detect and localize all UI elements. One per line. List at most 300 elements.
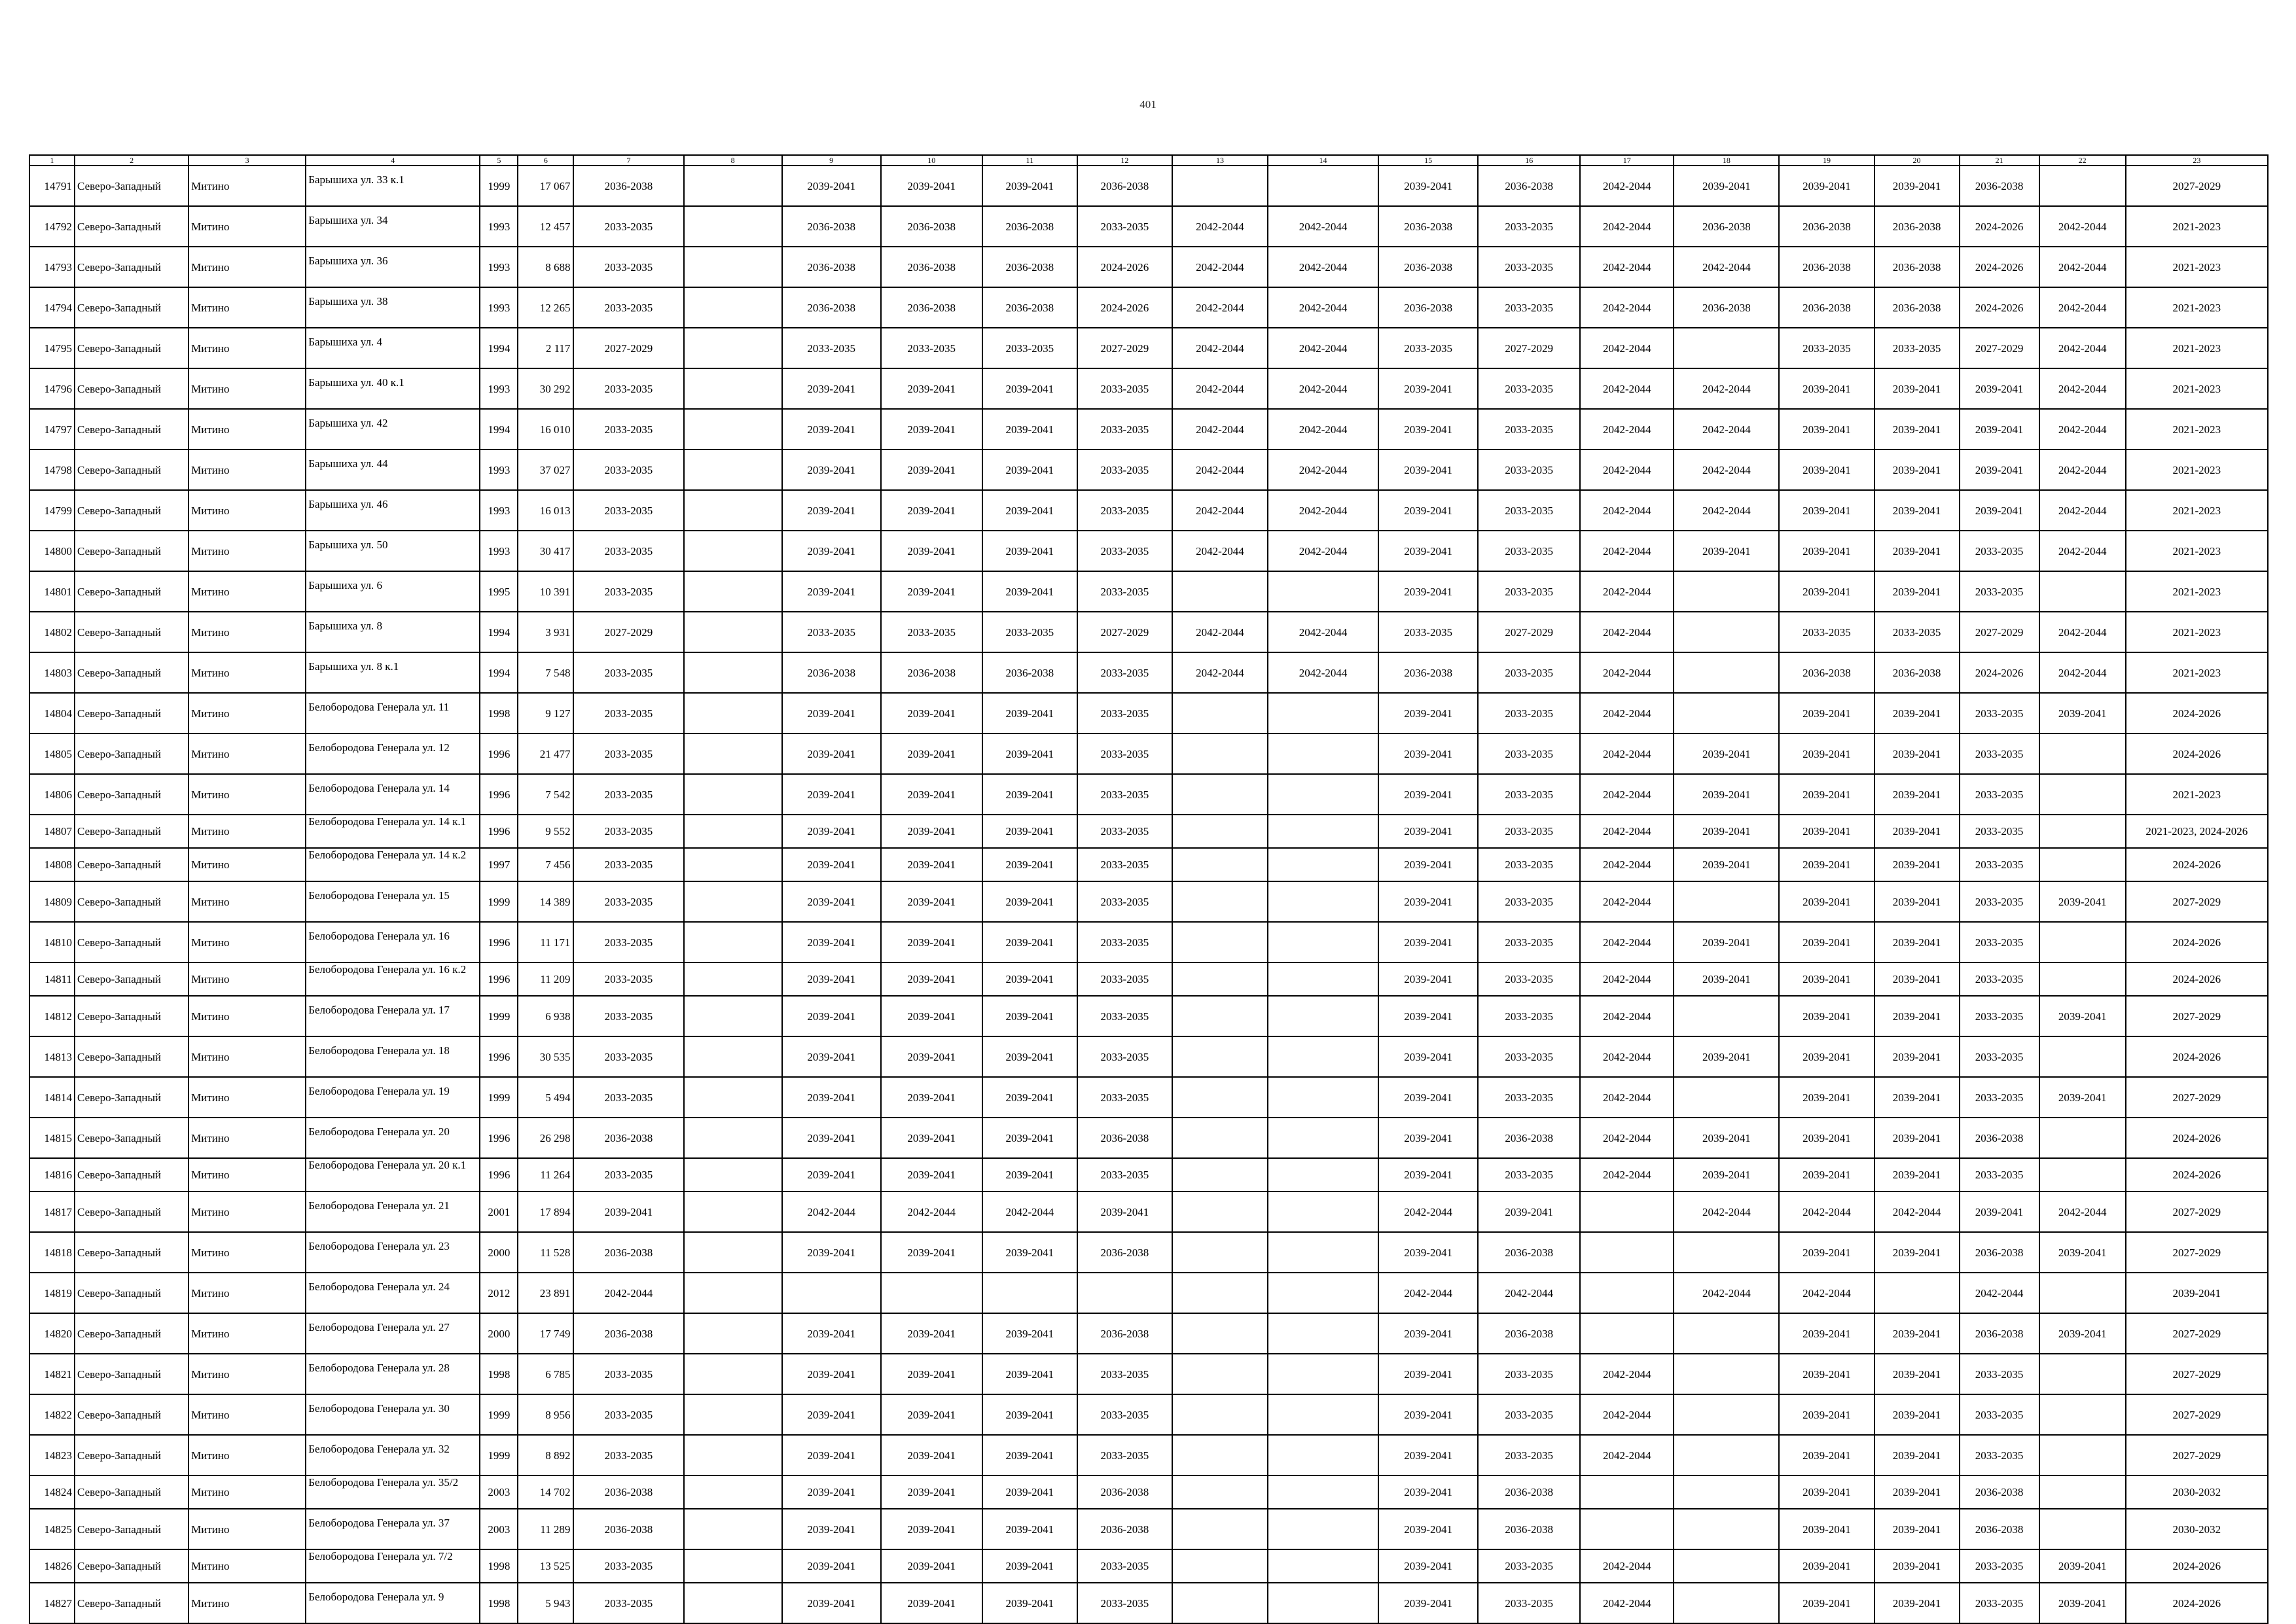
cell-col-14 <box>1268 1232 1378 1273</box>
cell-col-7: 2033-2035 <box>573 733 683 774</box>
cell-col-8 <box>684 1509 782 1549</box>
cell-col-13 <box>1172 922 1268 962</box>
cell-col-3: Митино <box>188 1549 306 1583</box>
cell-col-19: 2039-2041 <box>1779 881 1874 922</box>
cell-col-6: 6 938 <box>518 996 573 1036</box>
cell-col-10: 2042-2044 <box>881 1192 982 1232</box>
cell-col-13 <box>1172 1354 1268 1394</box>
cell-col-16: 2033-2035 <box>1478 1077 1580 1118</box>
cell-col-23: 2021-2023 <box>2126 652 2268 693</box>
cell-col-19: 2039-2041 <box>1779 962 1874 996</box>
cell-col-15: 2036-2038 <box>1378 247 1478 287</box>
cell-col-23: 2024-2026 <box>2126 733 2268 774</box>
cell-col-11: 2039-2041 <box>982 1232 1077 1273</box>
cell-col-8 <box>684 287 782 328</box>
cell-col-16: 2036-2038 <box>1478 1475 1580 1509</box>
cell-col-8 <box>684 409 782 450</box>
cell-col-4: Белобородова Генерала ул. 7/2 <box>306 1549 480 1583</box>
cell-col-13 <box>1172 1549 1268 1583</box>
cell-col-2: Северо-Западный <box>75 693 188 733</box>
cell-col-4: Белобородова Генерала ул. 15 <box>306 881 480 922</box>
cell-col-9: 2036-2038 <box>782 652 881 693</box>
cell-col-15: 2039-2041 <box>1378 733 1478 774</box>
cell-col-3: Митино <box>188 1435 306 1475</box>
cell-col-23: 2024-2026 <box>2126 848 2268 881</box>
cell-col-22 <box>2039 962 2126 996</box>
column-header-3: 3 <box>188 155 306 166</box>
cell-col-5: 1996 <box>480 733 518 774</box>
cell-col-20: 2036-2038 <box>1874 287 1960 328</box>
cell-col-8 <box>684 1036 782 1077</box>
cell-col-20: 2033-2035 <box>1874 612 1960 652</box>
cell-col-7: 2033-2035 <box>573 490 683 531</box>
cell-col-11: 2039-2041 <box>982 531 1077 571</box>
cell-col-20: 2042-2044 <box>1874 1192 1960 1232</box>
cell-col-2: Северо-Западный <box>75 922 188 962</box>
cell-col-10: 2039-2041 <box>881 962 982 996</box>
cell-col-10: 2036-2038 <box>881 287 982 328</box>
cell-col-19: 2039-2041 <box>1779 1354 1874 1394</box>
cell-col-1: 14796 <box>29 368 75 409</box>
cell-col-1: 14794 <box>29 287 75 328</box>
cell-col-22 <box>2039 1273 2126 1313</box>
cell-col-12: 2033-2035 <box>1077 1354 1172 1394</box>
cell-col-1: 14793 <box>29 247 75 287</box>
cell-col-3: Митино <box>188 815 306 848</box>
cell-col-6: 7 548 <box>518 652 573 693</box>
cell-col-11: 2039-2041 <box>982 1435 1077 1475</box>
cell-col-23: 2027-2029 <box>2126 1313 2268 1354</box>
cell-col-9: 2039-2041 <box>782 922 881 962</box>
cell-col-3: Митино <box>188 1313 306 1354</box>
cell-col-8 <box>684 1273 782 1313</box>
cell-col-22: 2042-2044 <box>2039 490 2126 531</box>
cell-col-11: 2039-2041 <box>982 1354 1077 1394</box>
cell-col-11: 2036-2038 <box>982 652 1077 693</box>
cell-col-11: 2039-2041 <box>982 1394 1077 1435</box>
cell-col-22 <box>2039 1394 2126 1435</box>
cell-col-12: 2033-2035 <box>1077 693 1172 733</box>
cell-col-20: 2039-2041 <box>1874 962 1960 996</box>
cell-col-5: 1999 <box>480 1435 518 1475</box>
cell-col-6: 8 956 <box>518 1394 573 1435</box>
cell-col-19: 2039-2041 <box>1779 1435 1874 1475</box>
cell-col-17: 2042-2044 <box>1580 1394 1674 1435</box>
cell-col-6: 5 494 <box>518 1077 573 1118</box>
table-row <box>29 328 2268 368</box>
table-row <box>29 1549 2268 1583</box>
cell-col-22 <box>2039 166 2126 206</box>
cell-col-4: Барышиха ул. 46 <box>306 490 480 531</box>
table-row <box>29 996 2268 1036</box>
cell-col-1: 14821 <box>29 1354 75 1394</box>
cell-col-11: 2039-2041 <box>982 166 1077 206</box>
cell-col-13 <box>1172 962 1268 996</box>
cell-col-13: 2042-2044 <box>1172 206 1268 247</box>
cell-col-9: 2039-2041 <box>782 450 881 490</box>
cell-col-22: 2042-2044 <box>2039 531 2126 571</box>
cell-col-19: 2039-2041 <box>1779 450 1874 490</box>
table-row <box>29 962 2268 996</box>
cell-col-23: 2021-2023 <box>2126 490 2268 531</box>
cell-col-8 <box>684 962 782 996</box>
cell-col-21: 2033-2035 <box>1960 1583 2039 1623</box>
cell-col-5: 2001 <box>480 1192 518 1232</box>
cell-col-14 <box>1268 1077 1378 1118</box>
cell-col-6: 8 688 <box>518 247 573 287</box>
cell-col-14: 2042-2044 <box>1268 531 1378 571</box>
cell-col-11: 2039-2041 <box>982 1549 1077 1583</box>
cell-col-3: Митино <box>188 962 306 996</box>
cell-col-21: 2036-2038 <box>1960 166 2039 206</box>
cell-col-20: 2039-2041 <box>1874 1158 1960 1192</box>
cell-col-12: 2027-2029 <box>1077 328 1172 368</box>
cell-col-16: 2033-2035 <box>1478 815 1580 848</box>
cell-col-13: 2042-2044 <box>1172 652 1268 693</box>
cell-col-3: Митино <box>188 166 306 206</box>
cell-col-10: 2039-2041 <box>881 1394 982 1435</box>
cell-col-6: 2 117 <box>518 328 573 368</box>
cell-col-8 <box>684 1354 782 1394</box>
cell-col-7: 2033-2035 <box>573 206 683 247</box>
cell-col-16: 2033-2035 <box>1478 774 1580 815</box>
cell-col-22: 2039-2041 <box>2039 1077 2126 1118</box>
cell-col-10: 2039-2041 <box>881 409 982 450</box>
cell-col-2: Северо-Западный <box>75 774 188 815</box>
cell-col-23: 2039-2041 <box>2126 1273 2268 1313</box>
cell-col-21: 2033-2035 <box>1960 922 2039 962</box>
cell-col-19: 2039-2041 <box>1779 1583 1874 1623</box>
cell-col-19: 2039-2041 <box>1779 1118 1874 1158</box>
cell-col-10: 2036-2038 <box>881 247 982 287</box>
cell-col-5: 1994 <box>480 328 518 368</box>
cell-col-14: 2042-2044 <box>1268 287 1378 328</box>
cell-col-16: 2033-2035 <box>1478 996 1580 1036</box>
cell-col-18 <box>1674 328 1779 368</box>
cell-col-3: Митино <box>188 1475 306 1509</box>
cell-col-2: Северо-Западный <box>75 733 188 774</box>
cell-col-9: 2039-2041 <box>782 1077 881 1118</box>
cell-col-1: 14798 <box>29 450 75 490</box>
cell-col-18 <box>1674 1232 1779 1273</box>
table-row <box>29 652 2268 693</box>
cell-col-8 <box>684 1232 782 1273</box>
cell-col-19: 2039-2041 <box>1779 409 1874 450</box>
cell-col-8 <box>684 612 782 652</box>
cell-col-17: 2042-2044 <box>1580 1077 1674 1118</box>
column-header-17: 17 <box>1580 155 1674 166</box>
cell-col-22: 2042-2044 <box>2039 328 2126 368</box>
cell-col-22 <box>2039 1354 2126 1394</box>
cell-col-9: 2039-2041 <box>782 1435 881 1475</box>
cell-col-2: Северо-Западный <box>75 368 188 409</box>
cell-col-8 <box>684 328 782 368</box>
cell-col-17: 2042-2044 <box>1580 652 1674 693</box>
cell-col-19: 2039-2041 <box>1779 1313 1874 1354</box>
cell-col-12: 2036-2038 <box>1077 1475 1172 1509</box>
cell-col-12: 2036-2038 <box>1077 166 1172 206</box>
cell-col-16: 2036-2038 <box>1478 1118 1580 1158</box>
cell-col-7: 2033-2035 <box>573 996 683 1036</box>
cell-col-14 <box>1268 962 1378 996</box>
cell-col-22 <box>2039 815 2126 848</box>
cell-col-1: 14827 <box>29 1583 75 1623</box>
cell-col-23: 2024-2026 <box>2126 1158 2268 1192</box>
cell-col-9: 2039-2041 <box>782 1394 881 1435</box>
cell-col-16: 2039-2041 <box>1478 1192 1580 1232</box>
cell-col-13 <box>1172 693 1268 733</box>
table-row <box>29 1118 2268 1158</box>
cell-col-12: 2033-2035 <box>1077 922 1172 962</box>
cell-col-12: 2033-2035 <box>1077 531 1172 571</box>
cell-col-13: 2042-2044 <box>1172 531 1268 571</box>
cell-col-22: 2042-2044 <box>2039 206 2126 247</box>
cell-col-7: 2033-2035 <box>573 1077 683 1118</box>
cell-col-11: 2039-2041 <box>982 409 1077 450</box>
cell-col-18: 2042-2044 <box>1674 247 1779 287</box>
cell-col-6: 26 298 <box>518 1118 573 1158</box>
cell-col-10: 2039-2041 <box>881 848 982 881</box>
cell-col-11: 2033-2035 <box>982 612 1077 652</box>
cell-col-1: 14802 <box>29 612 75 652</box>
cell-col-7: 2036-2038 <box>573 166 683 206</box>
table-row <box>29 815 2268 848</box>
cell-col-17 <box>1580 1475 1674 1509</box>
cell-col-15: 2039-2041 <box>1378 571 1478 612</box>
cell-col-20: 2039-2041 <box>1874 848 1960 881</box>
cell-col-22 <box>2039 1509 2126 1549</box>
cell-col-15: 2039-2041 <box>1378 450 1478 490</box>
cell-col-20: 2039-2041 <box>1874 1475 1960 1509</box>
cell-col-20: 2036-2038 <box>1874 652 1960 693</box>
cell-col-6: 5 943 <box>518 1583 573 1623</box>
cell-col-3: Митино <box>188 1118 306 1158</box>
cell-col-2: Северо-Западный <box>75 409 188 450</box>
cell-col-12: 2033-2035 <box>1077 409 1172 450</box>
cell-col-5: 1996 <box>480 1118 518 1158</box>
cell-col-13: 2042-2044 <box>1172 450 1268 490</box>
cell-col-20: 2039-2041 <box>1874 1583 1960 1623</box>
table-row <box>29 166 2268 206</box>
column-header-15: 15 <box>1378 155 1478 166</box>
cell-col-10: 2039-2041 <box>881 166 982 206</box>
cell-col-15: 2039-2041 <box>1378 1232 1478 1273</box>
cell-col-4: Барышиха ул. 42 <box>306 409 480 450</box>
cell-col-6: 10 391 <box>518 571 573 612</box>
cell-col-15: 2039-2041 <box>1378 490 1478 531</box>
cell-col-11: 2039-2041 <box>982 996 1077 1036</box>
cell-col-3: Митино <box>188 450 306 490</box>
cell-col-12: 2033-2035 <box>1077 815 1172 848</box>
cell-col-2: Северо-Западный <box>75 1077 188 1118</box>
cell-col-10: 2039-2041 <box>881 922 982 962</box>
cell-col-11: 2036-2038 <box>982 287 1077 328</box>
cell-col-12: 2033-2035 <box>1077 962 1172 996</box>
cell-col-16: 2033-2035 <box>1478 571 1580 612</box>
cell-col-6: 21 477 <box>518 733 573 774</box>
cell-col-18 <box>1674 1077 1779 1118</box>
cell-col-10: 2039-2041 <box>881 571 982 612</box>
cell-col-2: Северо-Западный <box>75 1549 188 1583</box>
cell-col-2: Северо-Западный <box>75 166 188 206</box>
cell-col-6: 17 749 <box>518 1313 573 1354</box>
cell-col-9: 2039-2041 <box>782 848 881 881</box>
column-header-11: 11 <box>982 155 1077 166</box>
cell-col-1: 14826 <box>29 1549 75 1583</box>
column-header-6: 6 <box>518 155 573 166</box>
cell-col-2: Северо-Западный <box>75 571 188 612</box>
cell-col-13 <box>1172 1583 1268 1623</box>
cell-col-11: 2039-2041 <box>982 774 1077 815</box>
cell-col-4: Белобородова Генерала ул. 24 <box>306 1273 480 1313</box>
cell-col-7: 2033-2035 <box>573 962 683 996</box>
cell-col-2: Северо-Западный <box>75 450 188 490</box>
cell-col-20: 2039-2041 <box>1874 881 1960 922</box>
cell-col-7: 2033-2035 <box>573 1158 683 1192</box>
cell-col-18: 2042-2044 <box>1674 450 1779 490</box>
cell-col-14 <box>1268 774 1378 815</box>
cell-col-21: 2033-2035 <box>1960 1435 2039 1475</box>
cell-col-20: 2039-2041 <box>1874 922 1960 962</box>
cell-col-15: 2042-2044 <box>1378 1192 1478 1232</box>
cell-col-7: 2033-2035 <box>573 571 683 612</box>
cell-col-21: 2033-2035 <box>1960 1354 2039 1394</box>
cell-col-1: 14808 <box>29 848 75 881</box>
cell-col-13 <box>1172 571 1268 612</box>
cell-col-8 <box>684 206 782 247</box>
cell-col-10: 2039-2041 <box>881 1118 982 1158</box>
cell-col-22 <box>2039 1036 2126 1077</box>
cell-col-10: 2039-2041 <box>881 1036 982 1077</box>
cell-col-5: 2012 <box>480 1273 518 1313</box>
cell-col-21: 2027-2029 <box>1960 612 2039 652</box>
cell-col-9: 2039-2041 <box>782 1118 881 1158</box>
cell-col-18: 2039-2041 <box>1674 815 1779 848</box>
cell-col-22 <box>2039 733 2126 774</box>
cell-col-21: 2042-2044 <box>1960 1273 2039 1313</box>
cell-col-8 <box>684 996 782 1036</box>
cell-col-11: 2039-2041 <box>982 693 1077 733</box>
cell-col-10: 2039-2041 <box>881 1549 982 1583</box>
cell-col-2: Северо-Западный <box>75 287 188 328</box>
cell-col-6: 13 525 <box>518 1549 573 1583</box>
cell-col-4: Белобородова Генерала ул. 20 <box>306 1118 480 1158</box>
column-header-14: 14 <box>1268 155 1378 166</box>
cell-col-19: 2036-2038 <box>1779 287 1874 328</box>
cell-col-4: Барышиха ул. 40 к.1 <box>306 368 480 409</box>
cell-col-20: 2039-2041 <box>1874 368 1960 409</box>
cell-col-11: 2039-2041 <box>982 962 1077 996</box>
cell-col-6: 7 456 <box>518 848 573 881</box>
cell-col-19: 2039-2041 <box>1779 1549 1874 1583</box>
cell-col-2: Северо-Западный <box>75 881 188 922</box>
cell-col-9: 2039-2041 <box>782 1313 881 1354</box>
cell-col-15: 2039-2041 <box>1378 1549 1478 1583</box>
cell-col-4: Белобородова Генерала ул. 9 <box>306 1583 480 1623</box>
cell-col-7: 2036-2038 <box>573 1475 683 1509</box>
cell-col-21: 2033-2035 <box>1960 571 2039 612</box>
cell-col-8 <box>684 571 782 612</box>
cell-col-4: Белобородова Генерала ул. 20 к.1 <box>306 1158 480 1192</box>
cell-col-9: 2039-2041 <box>782 409 881 450</box>
cell-col-16: 2027-2029 <box>1478 328 1580 368</box>
cell-col-21: 2036-2038 <box>1960 1475 2039 1509</box>
cell-col-12: 2033-2035 <box>1077 1549 1172 1583</box>
table-row <box>29 571 2268 612</box>
cell-col-19: 2039-2041 <box>1779 922 1874 962</box>
cell-col-8 <box>684 166 782 206</box>
cell-col-16: 2033-2035 <box>1478 848 1580 881</box>
cell-col-22: 2039-2041 <box>2039 881 2126 922</box>
cell-col-3: Митино <box>188 693 306 733</box>
cell-col-22 <box>2039 922 2126 962</box>
cell-col-21: 2039-2041 <box>1960 409 2039 450</box>
cell-col-23: 2027-2029 <box>2126 166 2268 206</box>
cell-col-10: 2039-2041 <box>881 490 982 531</box>
cell-col-16: 2033-2035 <box>1478 733 1580 774</box>
cell-col-17: 2042-2044 <box>1580 450 1674 490</box>
cell-col-22: 2042-2044 <box>2039 652 2126 693</box>
table-row <box>29 206 2268 247</box>
cell-col-14 <box>1268 1354 1378 1394</box>
cell-col-23: 2027-2029 <box>2126 1394 2268 1435</box>
cell-col-16: 2033-2035 <box>1478 652 1580 693</box>
cell-col-3: Митино <box>188 287 306 328</box>
cell-col-10: 2036-2038 <box>881 652 982 693</box>
cell-col-4: Барышиха ул. 4 <box>306 328 480 368</box>
cell-col-21: 2024-2026 <box>1960 206 2039 247</box>
cell-col-10: 2039-2041 <box>881 815 982 848</box>
cell-col-5: 1998 <box>480 1549 518 1583</box>
cell-col-1: 14810 <box>29 922 75 962</box>
cell-col-16: 2033-2035 <box>1478 1549 1580 1583</box>
cell-col-17: 2042-2044 <box>1580 206 1674 247</box>
cell-col-12: 2033-2035 <box>1077 652 1172 693</box>
cell-col-4: Барышиха ул. 33 к.1 <box>306 166 480 206</box>
cell-col-14 <box>1268 571 1378 612</box>
table-row <box>29 1077 2268 1118</box>
cell-col-20: 2039-2041 <box>1874 1118 1960 1158</box>
cell-col-11: 2039-2041 <box>982 1118 1077 1158</box>
cell-col-9: 2042-2044 <box>782 1192 881 1232</box>
cell-col-4: Барышиха ул. 8 <box>306 612 480 652</box>
cell-col-18: 2036-2038 <box>1674 287 1779 328</box>
table-row <box>29 1036 2268 1077</box>
cell-col-21: 2033-2035 <box>1960 531 2039 571</box>
column-header-9: 9 <box>782 155 881 166</box>
cell-col-4: Барышиха ул. 6 <box>306 571 480 612</box>
cell-col-5: 1994 <box>480 612 518 652</box>
cell-col-11: 2039-2041 <box>982 815 1077 848</box>
cell-col-10: 2033-2035 <box>881 328 982 368</box>
cell-col-17: 2042-2044 <box>1580 922 1674 962</box>
cell-col-18 <box>1674 571 1779 612</box>
cell-col-9: 2039-2041 <box>782 571 881 612</box>
cell-col-7: 2033-2035 <box>573 287 683 328</box>
cell-col-14 <box>1268 1549 1378 1583</box>
cell-col-20: 2039-2041 <box>1874 815 1960 848</box>
cell-col-15: 2039-2041 <box>1378 368 1478 409</box>
cell-col-11: 2039-2041 <box>982 368 1077 409</box>
cell-col-1: 14823 <box>29 1435 75 1475</box>
table-row <box>29 848 2268 881</box>
column-header-13: 13 <box>1172 155 1268 166</box>
cell-col-8 <box>684 1435 782 1475</box>
cell-col-2: Северо-Западный <box>75 206 188 247</box>
cell-col-21: 2033-2035 <box>1960 996 2039 1036</box>
cell-col-22: 2042-2044 <box>2039 368 2126 409</box>
cell-col-6: 14 702 <box>518 1475 573 1509</box>
